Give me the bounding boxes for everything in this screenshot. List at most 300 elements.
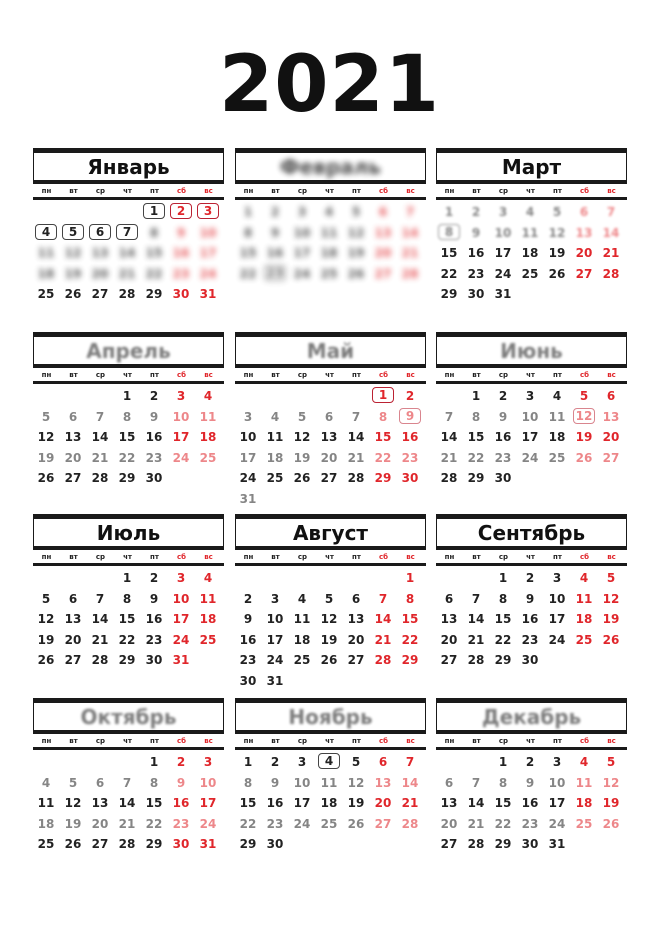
day-cell: 29: [494, 653, 512, 667]
day-cell: 7: [95, 409, 105, 424]
day-cell: 26: [602, 632, 620, 647]
day-cell: 26: [347, 816, 365, 831]
day-cell: 24: [293, 816, 311, 831]
day-cell: 13: [64, 430, 82, 444]
day-cell: 22: [467, 450, 485, 465]
day-cell: 12: [573, 408, 595, 424]
weekday-label: сб: [378, 371, 389, 379]
month-5: [235, 332, 426, 506]
day-cell: 27: [602, 450, 620, 465]
day-cell: 26: [602, 816, 620, 831]
day-cell: 5: [68, 775, 78, 790]
month-name: Октябрь: [33, 698, 224, 734]
day-cell: 6: [89, 224, 111, 240]
weekday-label: вс: [406, 737, 415, 745]
day-cell: 23: [521, 632, 539, 647]
day-cell: 22: [239, 816, 257, 831]
day-cell: 14: [347, 430, 365, 444]
day-cell: 8: [498, 775, 508, 790]
weekday-label: вс: [406, 371, 415, 379]
day-cell: 14: [91, 612, 109, 626]
day-cell: 25: [37, 287, 55, 301]
day-cell: 26: [347, 266, 365, 281]
weekday-label: пн: [243, 187, 254, 195]
day-cell: 17: [172, 612, 190, 626]
day-cell: 12: [548, 225, 566, 240]
day-cell: 3: [176, 389, 186, 403]
day-cell: 20: [320, 450, 338, 465]
day-cell: 8: [243, 225, 253, 240]
day-cell: 19: [37, 632, 55, 647]
day-cell: 8: [122, 591, 132, 606]
day-cell: 15: [494, 796, 512, 810]
day-cell: 30: [494, 471, 512, 485]
day-cell: 26: [320, 653, 338, 667]
day-cell: 20: [64, 632, 82, 647]
day-cell: 28: [118, 837, 136, 851]
day-cell: 28: [401, 816, 419, 831]
day-cell: 28: [118, 287, 136, 301]
day-cell: 18: [199, 612, 217, 626]
day-cell: 9: [176, 775, 186, 790]
day-cell: 17: [293, 246, 311, 260]
day-cell: 6: [444, 591, 454, 606]
day-cell: 24: [172, 632, 190, 647]
weekday-header: [33, 185, 224, 200]
day-cell: 10: [548, 591, 566, 606]
day-cell: 12: [64, 246, 82, 260]
day-cell: 17: [548, 796, 566, 810]
day-cell: 16: [145, 612, 163, 626]
day-cell: 29: [145, 837, 163, 851]
day-cell: 24: [293, 266, 311, 281]
weekday-label: пн: [41, 553, 52, 561]
day-cell: 31: [494, 287, 512, 301]
day-cell: 11: [37, 246, 55, 260]
day-cell: 8: [243, 775, 253, 790]
weekday-label: чт: [526, 371, 535, 379]
day-cell: 29: [118, 653, 136, 667]
day-cell: 22: [145, 266, 163, 281]
day-cell: 18: [548, 430, 566, 444]
day-cell: 22: [118, 450, 136, 465]
day-cell: 1: [243, 755, 253, 769]
day-cell: 13: [91, 796, 109, 810]
day-cell: 19: [575, 430, 593, 444]
weekday-label: чт: [526, 553, 535, 561]
day-cell: 25: [37, 837, 55, 851]
weekday-label: ср: [498, 187, 509, 195]
day-cell: 16: [521, 796, 539, 810]
weekday-header: [436, 185, 627, 200]
weekday-label: чт: [325, 737, 334, 745]
day-cell: 1: [122, 571, 132, 585]
day-cell: 30: [521, 653, 539, 667]
day-cell: 12: [347, 775, 365, 790]
month-name: Май: [235, 332, 426, 368]
day-cell: 3: [552, 571, 562, 585]
day-cell: 21: [118, 816, 136, 831]
month-name: Сентябрь: [436, 514, 627, 550]
day-cell: 16: [401, 430, 419, 444]
day-cell: 10: [239, 430, 257, 444]
weekday-label: вт: [271, 371, 280, 379]
day-cell: 6: [68, 591, 78, 606]
day-cell: 1: [149, 755, 159, 769]
weekday-label: ср: [95, 737, 106, 745]
day-cell: 29: [239, 837, 257, 851]
day-cell: 23: [145, 632, 163, 647]
day-cell: 31: [172, 653, 190, 667]
day-cell: 4: [579, 755, 589, 769]
day-cell: 19: [320, 632, 338, 647]
day-cell: 16: [494, 430, 512, 444]
day-cell: 27: [440, 653, 458, 667]
day-cell: 10: [172, 591, 190, 606]
day-cell: 27: [374, 266, 392, 281]
weekday-header: [235, 735, 426, 750]
day-cell: 23: [494, 450, 512, 465]
weekday-label: сб: [579, 371, 590, 379]
day-cell: 13: [374, 225, 392, 240]
day-cell: 29: [145, 287, 163, 301]
day-cell: 29: [118, 471, 136, 485]
day-cell: 18: [521, 246, 539, 260]
day-cell: 11: [37, 796, 55, 810]
day-cell: 6: [378, 205, 388, 219]
day-cell: 4: [297, 591, 307, 606]
day-cell: 20: [575, 246, 593, 260]
day-cell: 7: [116, 224, 138, 240]
day-cell: 19: [347, 796, 365, 810]
weekday-label: сб: [176, 371, 187, 379]
day-cell: 3: [270, 591, 280, 606]
day-cell: 4: [41, 775, 51, 790]
day-cell: 23: [239, 653, 257, 667]
day-cell: 13: [440, 612, 458, 626]
day-cell: 19: [64, 816, 82, 831]
weekday-label: ср: [95, 553, 106, 561]
weekday-label: пт: [352, 371, 361, 379]
weekday-label: пт: [553, 553, 562, 561]
day-cell: 29: [467, 471, 485, 485]
day-cell: 27: [64, 471, 82, 485]
day-cell: 24: [548, 632, 566, 647]
day-cell: 26: [548, 266, 566, 281]
weekday-label: чт: [526, 737, 535, 745]
day-cell: 26: [37, 471, 55, 485]
day-cell: 3: [525, 389, 535, 403]
day-cell: 13: [602, 409, 620, 424]
day-cell: 28: [467, 653, 485, 667]
day-cell: 27: [64, 653, 82, 667]
day-cell: 23: [172, 816, 190, 831]
day-cell: 10: [293, 775, 311, 790]
day-cell: 23: [172, 266, 190, 281]
day-cell: 6: [95, 775, 105, 790]
weekday-label: вс: [406, 553, 415, 561]
weekday-label: сб: [579, 737, 590, 745]
day-cell: 30: [401, 471, 419, 485]
weekday-label: пт: [553, 371, 562, 379]
day-cell: 11: [575, 591, 593, 606]
day-cell: 29: [401, 653, 419, 667]
day-cell: 9: [525, 591, 535, 606]
day-cell: 20: [91, 266, 109, 281]
day-cell: 16: [239, 632, 257, 647]
day-cell: 2: [525, 571, 535, 585]
day-cell: 17: [199, 796, 217, 810]
day-cell: 21: [401, 796, 419, 810]
day-cell: 4: [203, 571, 213, 585]
day-cell: 10: [199, 225, 217, 240]
day-cell: 12: [37, 430, 55, 444]
day-cell: 4: [270, 409, 280, 424]
day-cell: 24: [266, 653, 284, 667]
weekday-label: чт: [123, 187, 132, 195]
day-cell: 15: [118, 612, 136, 626]
day-cell: 13: [440, 796, 458, 810]
day-cell: 28: [467, 837, 485, 851]
day-cell: 30: [239, 673, 257, 688]
day-cell: 13: [320, 430, 338, 444]
day-cell: 11: [521, 225, 539, 240]
day-cell: 17: [548, 612, 566, 626]
day-cell: 11: [199, 591, 217, 606]
weekday-label: вт: [69, 737, 78, 745]
day-cell: 15: [239, 796, 257, 810]
day-cell: 6: [606, 389, 616, 403]
weekday-label: сб: [378, 187, 389, 195]
day-cell: 31: [548, 837, 566, 851]
day-cell: 7: [405, 755, 415, 769]
weekday-label: сб: [176, 553, 187, 561]
day-cell: 1: [471, 389, 481, 403]
day-cell: 30: [172, 287, 190, 301]
weekday-label: ср: [95, 187, 106, 195]
day-cell: 13: [374, 775, 392, 790]
day-cell: 2: [243, 591, 253, 606]
day-cell: 7: [378, 591, 388, 606]
day-cell: 28: [602, 266, 620, 281]
day-cell: 11: [548, 409, 566, 424]
day-cell: 27: [440, 837, 458, 851]
day-cell: 23: [521, 816, 539, 831]
day-cell: 31: [199, 287, 217, 301]
day-cell: 3: [297, 755, 307, 769]
weekday-label: вт: [69, 553, 78, 561]
day-cell: 7: [471, 775, 481, 790]
weekday-label: ср: [297, 187, 308, 195]
day-cell: 8: [149, 225, 159, 240]
weekday-label: пт: [352, 553, 361, 561]
month-6: [436, 332, 627, 502]
year-title: 2021: [218, 40, 441, 130]
day-cell: 12: [64, 796, 82, 810]
day-cell: 22: [440, 266, 458, 281]
day-cell: 27: [374, 816, 392, 831]
day-cell: 8: [471, 409, 481, 424]
day-cell: 14: [401, 225, 419, 240]
day-cell: 20: [440, 816, 458, 831]
weekday-label: вс: [607, 371, 616, 379]
day-cell: 25: [320, 266, 338, 281]
day-cell: 12: [37, 612, 55, 626]
weekday-label: чт: [526, 187, 535, 195]
day-cell: 10: [172, 409, 190, 424]
weekday-label: ср: [297, 737, 308, 745]
day-cell: 2: [176, 755, 186, 769]
weekday-header: [33, 735, 224, 750]
month-name: Июль: [33, 514, 224, 550]
weekday-label: чт: [325, 371, 334, 379]
day-cell: 9: [149, 409, 159, 424]
day-cell: 19: [64, 266, 82, 281]
day-cell: 21: [467, 816, 485, 831]
day-cell: 8: [405, 591, 415, 606]
day-cell: 9: [243, 612, 253, 626]
day-cell: 24: [199, 816, 217, 831]
weekday-label: чт: [123, 553, 132, 561]
day-cell: 23: [145, 450, 163, 465]
month-name: Июнь: [436, 332, 627, 368]
day-cell: 28: [440, 471, 458, 485]
day-cell: 17: [172, 430, 190, 444]
day-cell: 31: [199, 837, 217, 851]
day-cell: 22: [494, 632, 512, 647]
day-cell: 6: [351, 591, 361, 606]
weekday-label: пн: [444, 187, 455, 195]
day-cell: 15: [401, 612, 419, 626]
weekday-label: вс: [607, 187, 616, 195]
day-cell: 20: [374, 796, 392, 810]
day-cell: 9: [149, 591, 159, 606]
day-cell: 4: [552, 389, 562, 403]
day-cell: 17: [494, 246, 512, 260]
day-cell: 23: [401, 450, 419, 465]
day-cell: 18: [199, 430, 217, 444]
day-cell: 21: [91, 450, 109, 465]
day-cell: 9: [498, 409, 508, 424]
day-cell: 9: [270, 225, 280, 240]
day-cell: 13: [64, 612, 82, 626]
day-cell: 27: [575, 266, 593, 281]
day-cell: 3: [297, 205, 307, 219]
day-cell: 15: [467, 430, 485, 444]
day-cell: 4: [203, 389, 213, 403]
day-cell: 4: [324, 205, 334, 219]
weekday-label: ср: [498, 553, 509, 561]
day-cell: 8: [122, 409, 132, 424]
day-cell: 16: [172, 796, 190, 810]
day-cell: 8: [438, 224, 460, 240]
month-name: Февраль: [235, 148, 426, 184]
day-cell: 10: [293, 225, 311, 240]
day-cell: 15: [239, 246, 257, 260]
weekday-label: вс: [607, 737, 616, 745]
day-cell: 30: [266, 837, 284, 851]
day-cell: 27: [91, 837, 109, 851]
day-cell: 11: [199, 409, 217, 424]
day-cell: 14: [401, 775, 419, 790]
day-cell: 9: [399, 408, 421, 424]
day-cell: 11: [320, 225, 338, 240]
day-cell: 5: [606, 571, 616, 585]
day-cell: 21: [467, 632, 485, 647]
weekday-label: пн: [41, 371, 52, 379]
day-cell: 18: [320, 796, 338, 810]
day-cell: 18: [575, 796, 593, 810]
day-cell: 24: [548, 816, 566, 831]
day-cell: 2: [498, 389, 508, 403]
day-cell: 26: [37, 653, 55, 667]
day-cell: 25: [320, 816, 338, 831]
day-cell: 6: [444, 775, 454, 790]
weekday-label: пт: [553, 737, 562, 745]
day-cell: 23: [266, 816, 284, 831]
weekday-label: пт: [352, 187, 361, 195]
day-cell: 8: [378, 409, 388, 424]
day-cell: 24: [199, 266, 217, 281]
day-cell: 28: [401, 266, 419, 281]
weekday-label: сб: [579, 187, 590, 195]
day-cell: 3: [176, 571, 186, 585]
month-9: [436, 514, 627, 684]
day-cell: 1: [143, 203, 165, 219]
weekday-label: чт: [123, 737, 132, 745]
weekday-label: пт: [150, 187, 159, 195]
day-cell: 1: [372, 387, 394, 403]
month-10: [33, 698, 224, 868]
day-cell: 6: [579, 205, 589, 219]
day-cell: 19: [37, 450, 55, 465]
day-cell: 19: [548, 246, 566, 260]
month-name: Декабрь: [436, 698, 627, 734]
day-cell: 14: [467, 796, 485, 810]
month-name: Март: [436, 148, 627, 184]
day-cell: 17: [199, 246, 217, 260]
day-cell: 3: [552, 755, 562, 769]
day-cell: 25: [293, 653, 311, 667]
weekday-label: пн: [243, 553, 254, 561]
day-cell: 18: [37, 266, 55, 281]
day-cell: 21: [91, 632, 109, 647]
day-cell: 20: [91, 816, 109, 831]
month-name: Апрель: [33, 332, 224, 368]
weekday-label: пт: [352, 737, 361, 745]
day-cell: 21: [401, 246, 419, 260]
day-cell: 11: [575, 775, 593, 790]
day-cell: 1: [498, 755, 508, 769]
weekday-label: сб: [378, 553, 389, 561]
day-cell: 16: [521, 612, 539, 626]
month-7: [33, 514, 224, 684]
day-cell: 15: [440, 246, 458, 260]
month-12: [436, 698, 627, 868]
day-cell: 12: [320, 612, 338, 626]
day-cell: 10: [494, 225, 512, 240]
weekday-label: ср: [95, 371, 106, 379]
day-cell: 16: [266, 246, 284, 260]
weekday-label: ср: [498, 371, 509, 379]
weekday-label: пт: [150, 371, 159, 379]
day-cell: 5: [324, 591, 334, 606]
day-cell: 27: [347, 653, 365, 667]
weekday-header: [436, 369, 627, 384]
day-cell: 14: [91, 430, 109, 444]
day-cell: 18: [266, 450, 284, 465]
day-cell: 8: [149, 775, 159, 790]
